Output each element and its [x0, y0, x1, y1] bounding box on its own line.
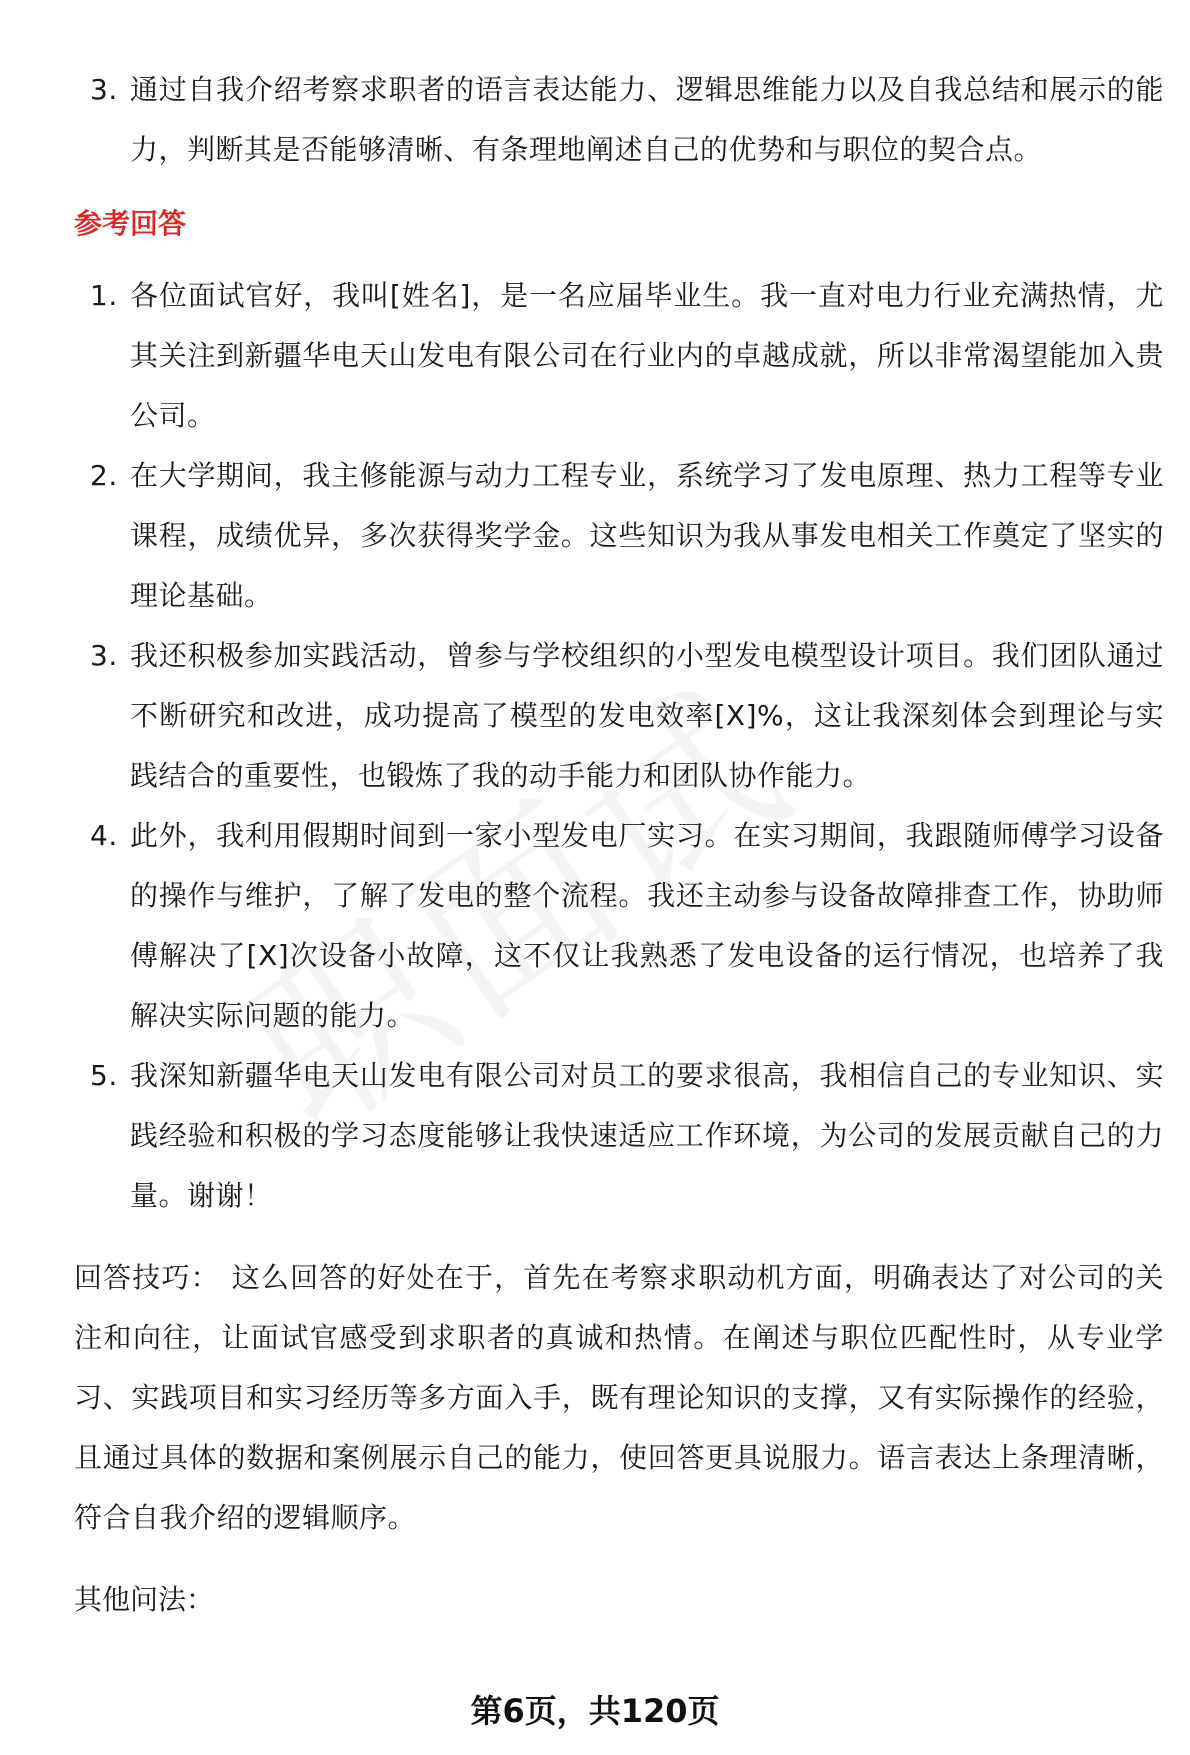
item-text: 通过自我介绍考察求职者的语言表达能力、逻辑思维能力以及自我总结和展示的能力，判断其是否能够清晰、有条理地阐述自己的优势和与职位的契合点。: [130, 73, 1164, 166]
page-content: [74, 60, 1164, 1630]
answer-list: [74, 266, 1164, 1226]
item-number: 3.: [90, 73, 118, 106]
item-text: 我还积极参加实践活动，曾参与学校组织的小型发电模型设计项目。我们团队通过不断研究和改进，成功提高了模型的发电效率[X]%，这让我深刻体会到理论与实践结合的重要性，也锻炼了我的动手能力和团队协作能力。: [130, 639, 1164, 792]
tips-text: 这么回答的好处在于，首先在考察求职动机方面，明确表达了对公司的关注和向往，让面试官感受到求职者的真诚和热情。在阐述与职位匹配性时，从专业学习、实践项目和实习经历等多方面入手，既有理论知识的支撑，又有实际操作的经验，且通过具体的数据和案例展示自己的能力，使回答更具说服力。语言表达上条理清晰，符合自我介绍的逻辑顺序。: [74, 1261, 1164, 1534]
item-text: 在大学期间，我主修能源与动力工程专业，系统学习了发电原理、热力工程等专业课程，成绩优异，多次获得奖学金。这些知识为我从事发电相关工作奠定了坚实的理论基础。: [130, 459, 1164, 612]
item-number: 4.: [90, 819, 118, 852]
item-number: 3.: [90, 639, 118, 672]
item-text: 各位面试官好，我叫[姓名]，是一名应届毕业生。我一直对电力行业充满热情，尤其关注到新疆华电天山发电有限公司在行业内的卓越成就，所以非常渴望能加入贵公司。: [130, 279, 1164, 432]
tips-label: 回答技巧：: [74, 1261, 220, 1294]
answer-tips-paragraph: [74, 1248, 1164, 1548]
item-number: 1.: [90, 279, 118, 312]
item-text: 我深知新疆华电天山发电有限公司对员工的要求很高，我相信自己的专业知识、实践经验和积极的学习态度能够让我快速适应工作环境，为公司的发展贡献自己的力量。谢谢！: [130, 1059, 1164, 1212]
answer-item-5: [74, 1046, 1164, 1226]
answer-item-3: [74, 626, 1164, 806]
reference-answer-heading: 参考回答: [74, 207, 187, 240]
item-text: 此外，我利用假期时间到一家小型发电厂实习。在实习期间，我跟随师傅学习设备的操作与维护，了解了发电的整个流程。我还主动参与设备故障排查工作，协助师傅解决了[X]次设备小故障，这不仅让我熟悉了发电设备的运行情况，也培养了我解决实际问题的能力。: [130, 819, 1164, 1032]
item-number: 5.: [90, 1059, 118, 1092]
answer-item-2: [74, 446, 1164, 626]
assessment-point-3: [74, 60, 1164, 180]
page-number-footer: 第6页，共120页: [470, 1692, 720, 1730]
answer-item-4: [74, 806, 1164, 1046]
other-phrasings-label: 其他问法：: [74, 1583, 215, 1616]
answer-item-1: [74, 266, 1164, 446]
item-number: 2.: [90, 459, 118, 492]
